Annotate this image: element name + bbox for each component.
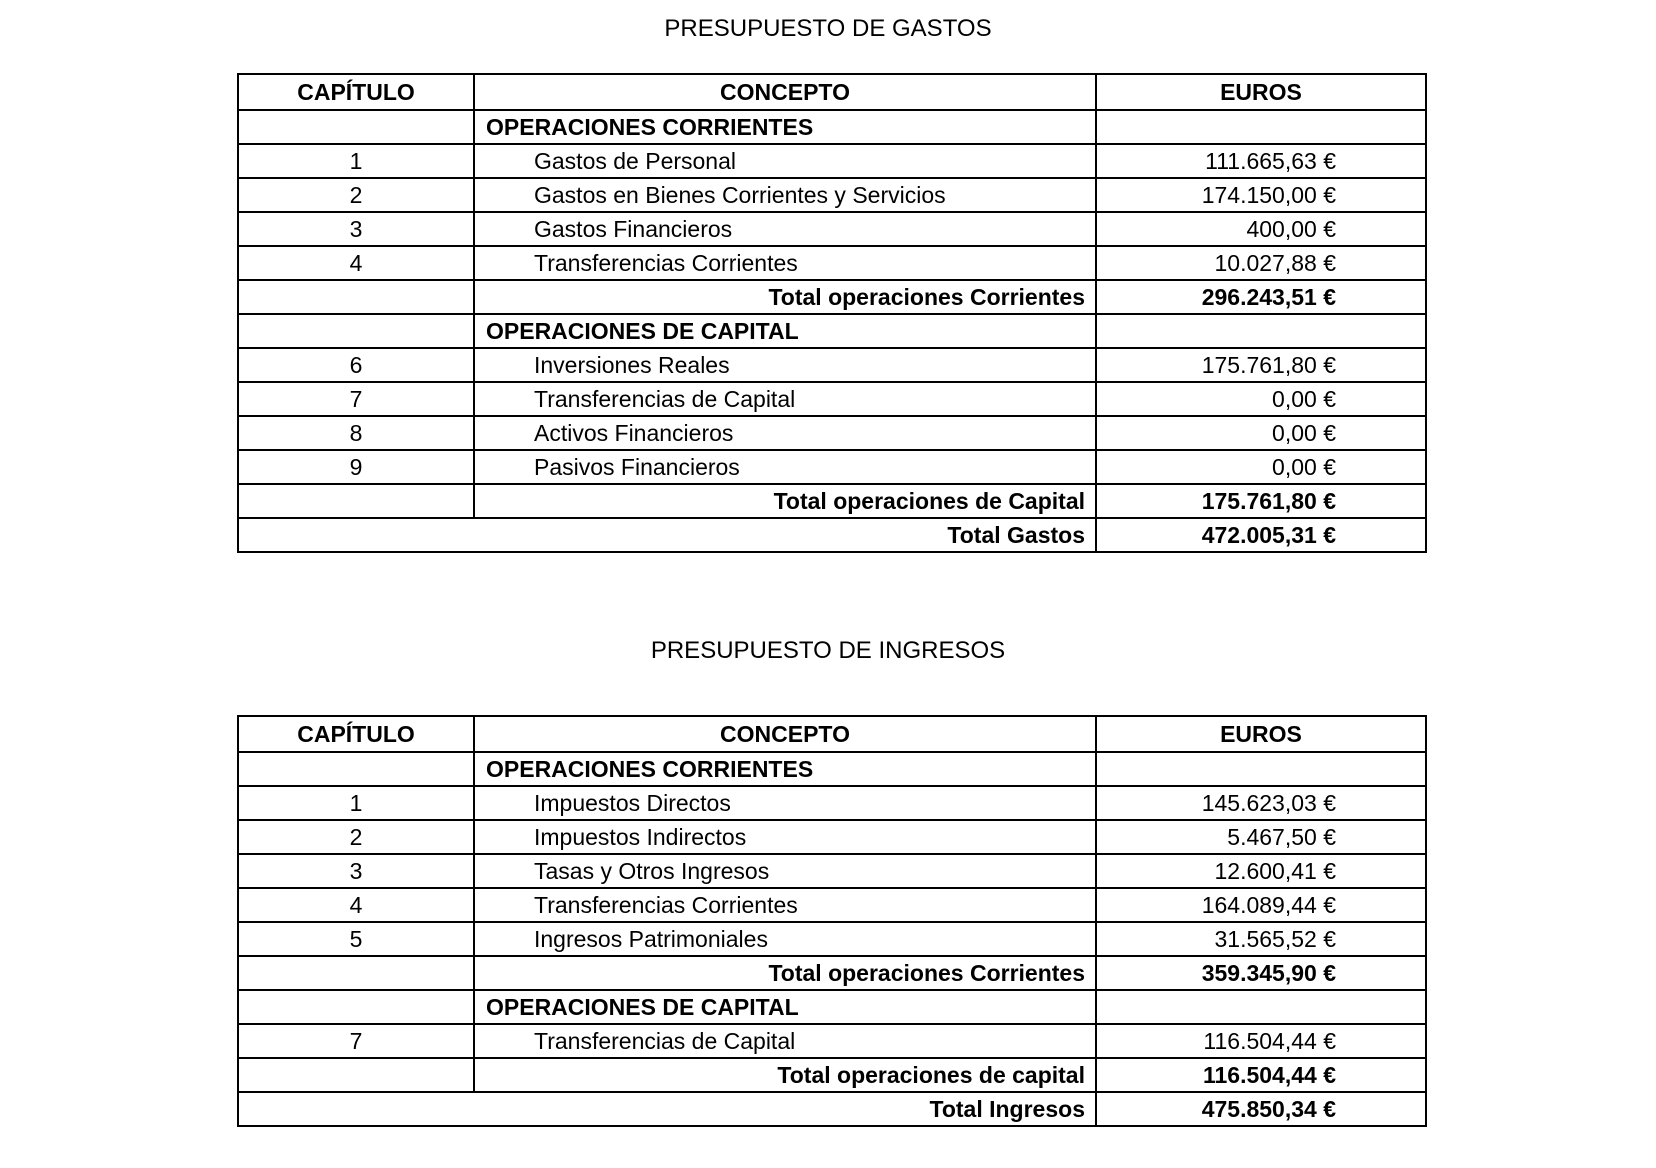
concepto-cell: Impuestos Indirectos <box>474 820 1096 854</box>
gastos-title: PRESUPUESTO DE GASTOS <box>664 15 992 42</box>
capitulo-cell: 2 <box>238 178 474 212</box>
concepto-cell: Tasas y Otros Ingresos <box>474 854 1096 888</box>
euros-cell: 111.665,63 € <box>1096 144 1426 178</box>
concepto-cell: Activos Financieros <box>474 416 1096 450</box>
capitulo-cell: 7 <box>238 1024 474 1058</box>
subtotal-value: 116.504,44 € <box>1096 1058 1426 1092</box>
euros-cell: 174.150,00 € <box>1096 178 1426 212</box>
euros-cell: 5.467,50 € <box>1096 820 1426 854</box>
header-euros: EUROS <box>1096 716 1426 752</box>
euros-cell: 175.761,80 € <box>1096 348 1426 382</box>
table-row <box>238 1024 1426 1058</box>
euros-cell: 400,00 € <box>1096 212 1426 246</box>
table-row <box>238 416 1426 450</box>
section-row <box>238 314 1426 348</box>
concepto-cell: Inversiones Reales <box>474 348 1096 382</box>
capitulo-cell: 1 <box>238 144 474 178</box>
concepto-cell: Gastos de Personal <box>474 144 1096 178</box>
ingresos-title: PRESUPUESTO DE INGRESOS <box>650 637 1006 664</box>
concepto-cell: Transferencias Corrientes <box>474 246 1096 280</box>
header-capitulo: CAPÍTULO <box>238 74 474 110</box>
euros-cell: 145.623,03 € <box>1096 786 1426 820</box>
capitulo-cell: 3 <box>238 212 474 246</box>
concepto-cell: Impuestos Directos <box>474 786 1096 820</box>
table-row <box>238 888 1426 922</box>
header-capitulo: CAPÍTULO <box>238 716 474 752</box>
grand-total-row <box>238 518 1426 552</box>
subtotal-label: Total operaciones Corrientes <box>474 280 1096 314</box>
table-row <box>238 144 1426 178</box>
concepto-cell: Pasivos Financieros <box>474 450 1096 484</box>
subtotal-label: Total operaciones Corrientes <box>474 956 1096 990</box>
euros-cell: 31.565,52 € <box>1096 922 1426 956</box>
capitulo-cell: 7 <box>238 382 474 416</box>
ingresos-table <box>237 715 1427 1127</box>
subtotal-row <box>238 956 1426 990</box>
section-row <box>238 990 1426 1024</box>
euros-cell: 12.600,41 € <box>1096 854 1426 888</box>
section-title: OPERACIONES CORRIENTES <box>474 110 1096 144</box>
table-row <box>238 786 1426 820</box>
euros-cell: 0,00 € <box>1096 416 1426 450</box>
euros-cell: 116.504,44 € <box>1096 1024 1426 1058</box>
capitulo-cell: 4 <box>238 888 474 922</box>
grand-total-label: Total Ingresos <box>238 1092 1096 1126</box>
grand-total-row <box>238 1092 1426 1126</box>
table-row <box>238 450 1426 484</box>
subtotal-row <box>238 484 1426 518</box>
table-row <box>238 854 1426 888</box>
capitulo-cell: 5 <box>238 922 474 956</box>
table-row <box>238 820 1426 854</box>
subtotal-label: Total operaciones de Capital <box>474 484 1096 518</box>
table-header-row <box>238 74 1426 110</box>
capitulo-cell: 1 <box>238 786 474 820</box>
subtotal-row <box>238 280 1426 314</box>
table-header-row <box>238 716 1426 752</box>
subtotal-label: Total operaciones de capital <box>474 1058 1096 1092</box>
concepto-cell: Ingresos Patrimoniales <box>474 922 1096 956</box>
capitulo-cell: 9 <box>238 450 474 484</box>
section-row <box>238 752 1426 786</box>
concepto-cell: Transferencias Corrientes <box>474 888 1096 922</box>
euros-cell: 0,00 € <box>1096 382 1426 416</box>
euros-cell: 0,00 € <box>1096 450 1426 484</box>
euros-cell: 10.027,88 € <box>1096 246 1426 280</box>
section-title: OPERACIONES CORRIENTES <box>474 752 1096 786</box>
table-row <box>238 178 1426 212</box>
capitulo-cell: 2 <box>238 820 474 854</box>
header-euros: EUROS <box>1096 74 1426 110</box>
capitulo-cell: 3 <box>238 854 474 888</box>
concepto-cell: Gastos Financieros <box>474 212 1096 246</box>
capitulo-cell: 8 <box>238 416 474 450</box>
section-title: OPERACIONES DE CAPITAL <box>474 314 1096 348</box>
table-row <box>238 246 1426 280</box>
header-concepto: CONCEPTO <box>474 716 1096 752</box>
header-concepto: CONCEPTO <box>474 74 1096 110</box>
subtotal-value: 359.345,90 € <box>1096 956 1426 990</box>
table-row <box>238 922 1426 956</box>
grand-total-value: 472.005,31 € <box>1096 518 1426 552</box>
euros-cell: 164.089,44 € <box>1096 888 1426 922</box>
table-row <box>238 212 1426 246</box>
grand-total-label: Total Gastos <box>238 518 1096 552</box>
section-title: OPERACIONES DE CAPITAL <box>474 990 1096 1024</box>
subtotal-value: 175.761,80 € <box>1096 484 1426 518</box>
section-row <box>238 110 1426 144</box>
concepto-cell: Transferencias de Capital <box>474 1024 1096 1058</box>
capitulo-cell: 6 <box>238 348 474 382</box>
gastos-table <box>237 73 1427 553</box>
concepto-cell: Gastos en Bienes Corrientes y Servicios <box>474 178 1096 212</box>
table-row <box>238 348 1426 382</box>
grand-total-value: 475.850,34 € <box>1096 1092 1426 1126</box>
subtotal-row <box>238 1058 1426 1092</box>
subtotal-value: 296.243,51 € <box>1096 280 1426 314</box>
capitulo-cell: 4 <box>238 246 474 280</box>
table-row <box>238 382 1426 416</box>
concepto-cell: Transferencias de Capital <box>474 382 1096 416</box>
